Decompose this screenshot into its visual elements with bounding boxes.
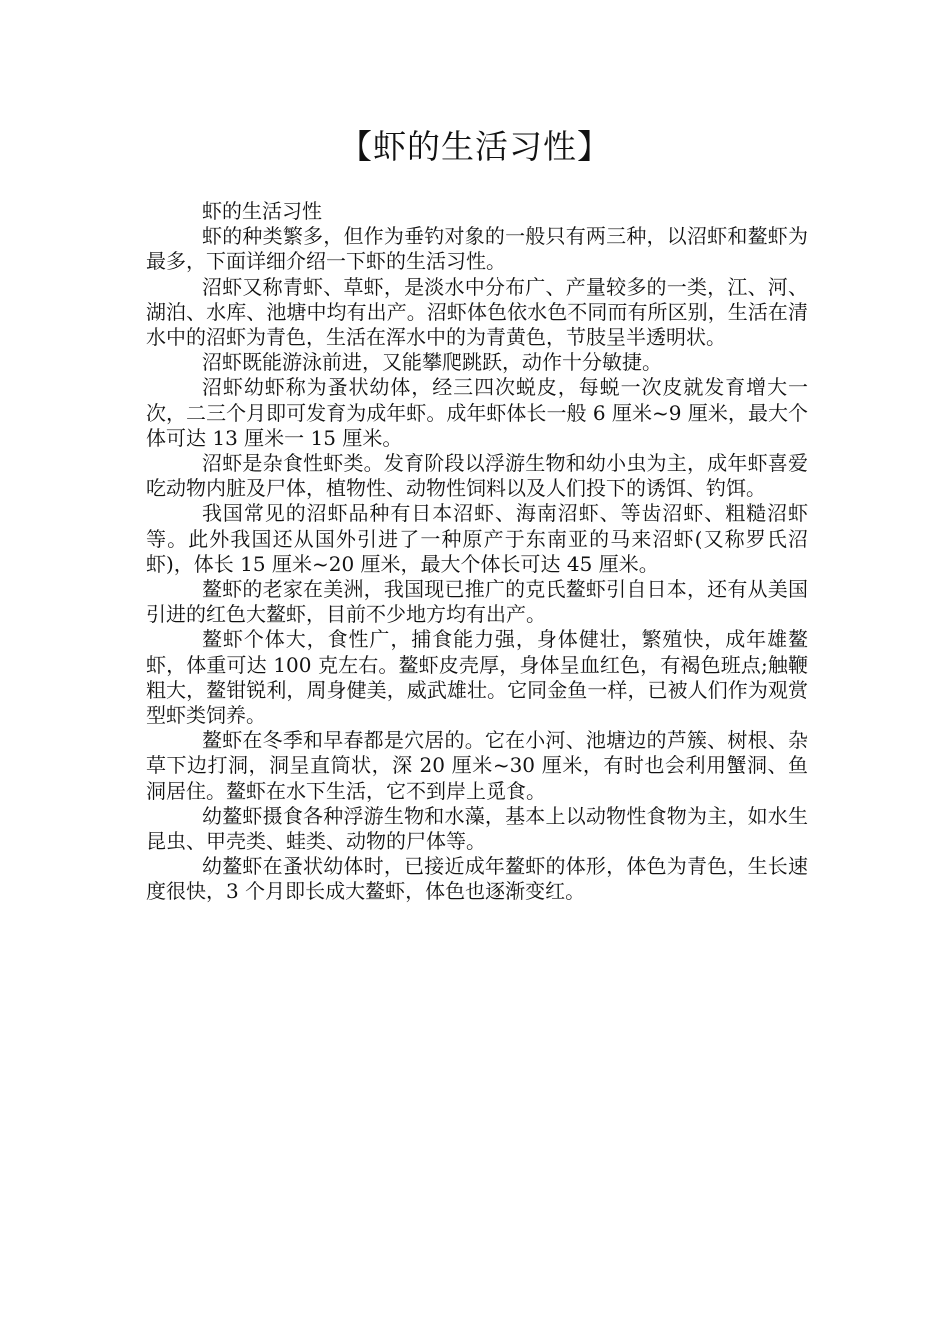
- paragraph: 幼鳌虾摄食各种浮游生物和水藻，基本上以动物性食物为主，如水生昆虫、甲壳类、蛙类、动物的尸体等。: [146, 803, 808, 854]
- paragraph: 鳌虾的老家在美洲，我国现已推广的克氏鳌虾引自日本，还有从美国引进的红色大鳌虾，目前不少地方均有出产。: [146, 577, 808, 627]
- paragraph: 虾的种类繁多，但作为垂钓对象的一般只有两三种，以沼虾和鳌虾为最多，下面详细介绍一下虾的生活习性。: [146, 224, 808, 274]
- paragraph: 沼虾是杂食性虾类。发育阶段以浮游生物和幼小虫为主，成年虾喜爱吃动物内脏及尸体，植物性、动物性饲料以及人们投下的诱饵、钓饵。: [146, 451, 808, 501]
- paragraph: 鳌虾在冬季和早春都是穴居的。它在小河、池塘边的芦簇、树根、杂草下边打洞，洞呈直筒状，深 20 厘米~30 厘米，有时也会利用蟹洞、鱼洞居住。鳌虾在水下生活，它不到岸上觅食。: [146, 728, 808, 803]
- paragraph: 鳌虾个体大，食性广，捕食能力强，身体健壮，繁殖快，成年雄鳌虾，体重可达 100 克左右。鳌虾皮壳厚，身体呈血红色，有褐色班点;触鞭粗大，鳌钳锐利，周身健美，威武雄壮。它同金鱼一样，已被人们作为观赏型虾类饲养。: [146, 627, 808, 728]
- paragraph: 我国常见的沼虾品种有日本沼虾、海南沼虾、等齿沼虾、粗糙沼虾等。此外我国还从国外引进了一种原产于东南亚的马来沼虾(又称罗氏沼虾)，体长 15 厘米~20 厘米，最大个体长可达 45 厘米。: [146, 501, 808, 576]
- paragraph: 沼虾既能游泳前进，又能攀爬跳跃，动作十分敏捷。: [202, 350, 662, 375]
- paragraph: 幼鳌虾在蚤状幼体时，已接近成年鳌虾的体形，体色为青色，生长速度很快，3 个月即长成大鳌虾，体色也逐渐变红。: [146, 854, 808, 904]
- paragraph: 沼虾又称青虾、草虾，是淡水中分布广、产量较多的一类，江、河、湖泊、水库、池塘中均有出产。沼虾体色依水色不同而有所区别，生活在清水中的沼虾为青色，生活在浑水中的为青黄色，节肢呈半透明状。: [146, 274, 808, 350]
- paragraph: 沼虾幼虾称为蚤状幼体，经三四次蜕皮，每蜕一次皮就发育增大一次，二三个月即可发育为成年虾。成年虾体长一般 6 厘米~9 厘米，最大个体可达 13 厘米一 15 厘米。: [146, 375, 808, 450]
- paragraph-heading: 虾的生活习性: [202, 199, 322, 223]
- document-title: 【虾的生活习性】: [339, 127, 611, 166]
- document-body: [146, 199, 808, 905]
